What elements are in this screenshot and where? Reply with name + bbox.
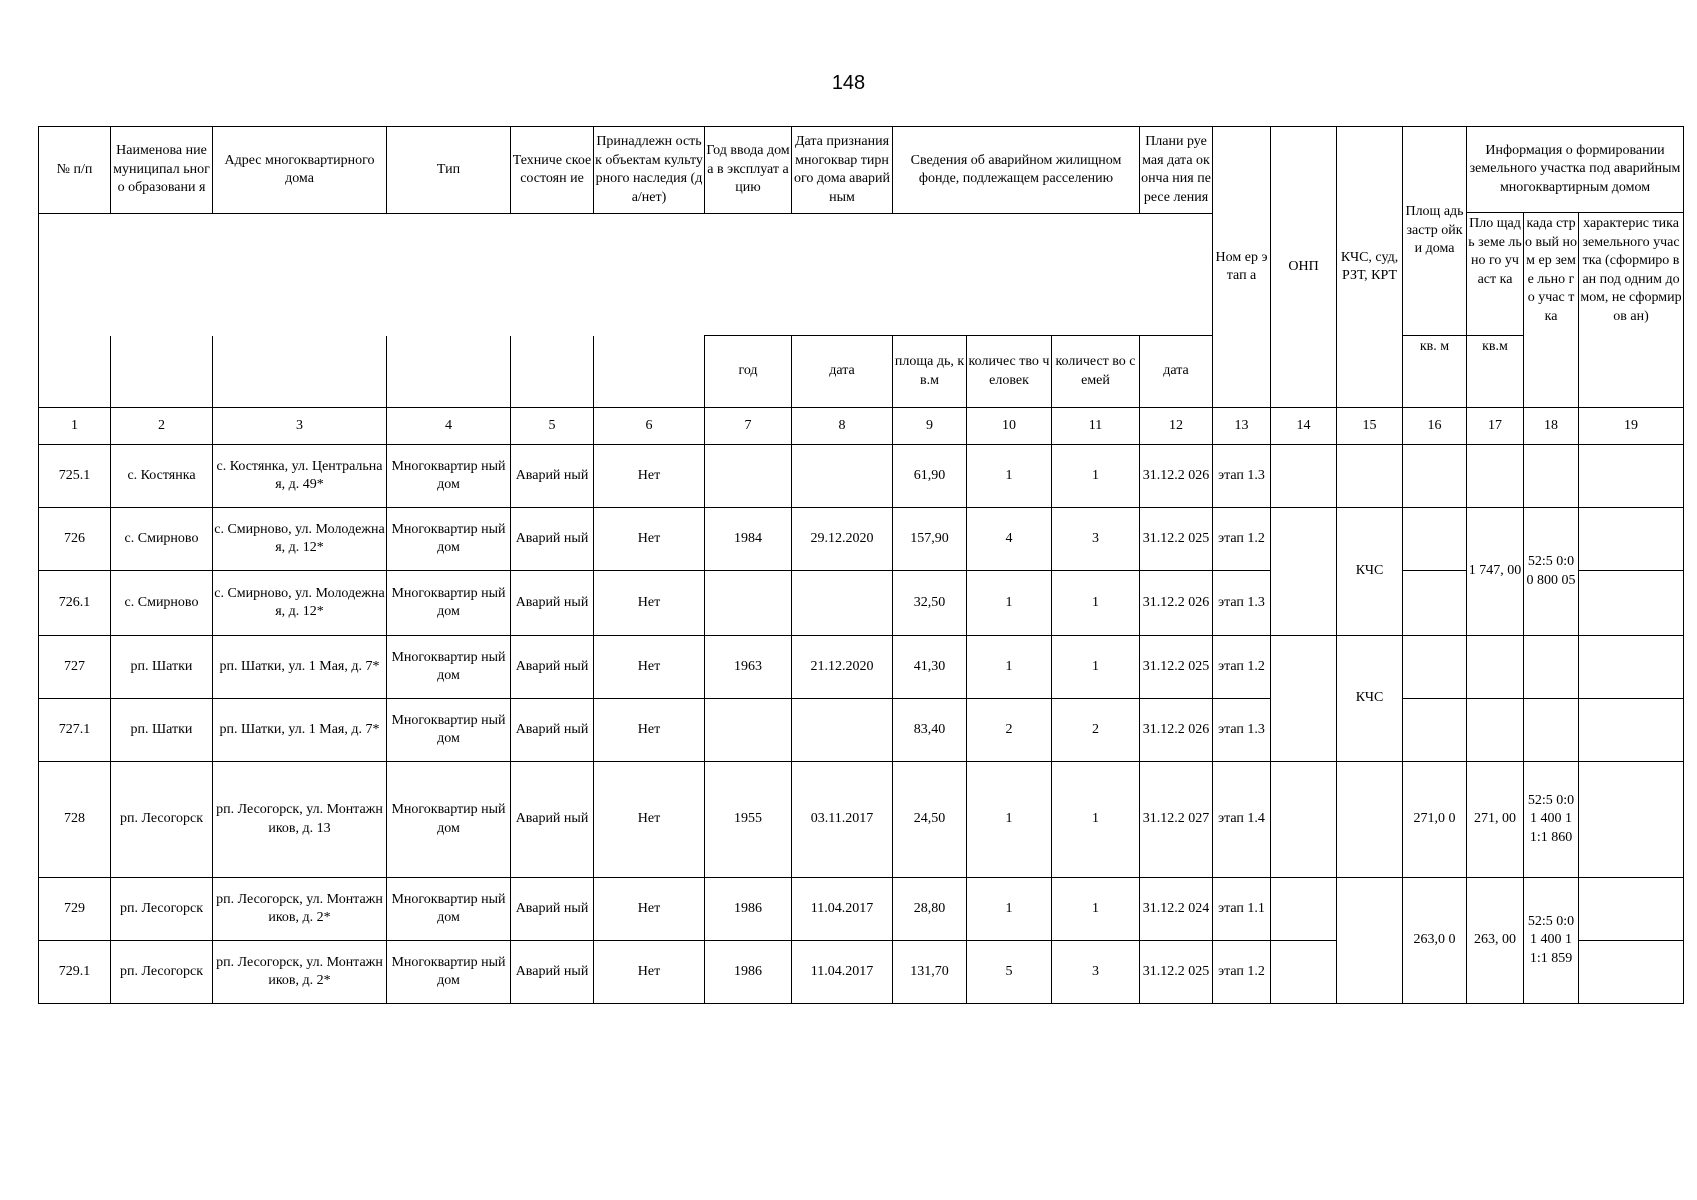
cell-recognition: 11.04.2017 <box>792 878 893 941</box>
cell-type: Многоквартир ный дом <box>387 941 511 1004</box>
cell-type: Многоквартир ный дом <box>387 508 511 571</box>
cell-people: 5 <box>967 941 1052 1004</box>
cell-planned: 31.12.2 026 <box>1140 445 1213 508</box>
cell-stage: этап 1.3 <box>1213 699 1271 762</box>
column-number: 6 <box>594 408 705 445</box>
header-sub-plan-date: дата <box>1140 336 1213 408</box>
header-heritage-cont <box>594 336 705 408</box>
cell-onp <box>1271 878 1337 941</box>
page-number: 148 <box>831 72 866 94</box>
cell-num: 729.1 <box>39 941 111 1004</box>
header-stage: Ном ер этап а <box>1213 127 1271 408</box>
cell-land-area <box>1467 636 1524 699</box>
cell-characteristic <box>1579 762 1684 878</box>
cell-stage: этап 1.2 <box>1213 636 1271 699</box>
header-condition: Техниче ское состоян ие <box>511 127 594 214</box>
emergency-housing-table <box>38 126 1684 1004</box>
header-land-area: Пло щадь земе льно го участ ка <box>1467 213 1524 336</box>
cell-address: с. Костянка, ул. Центральная, д. 49* <box>213 445 387 508</box>
cell-area: 83,40 <box>893 699 967 762</box>
cell-address: рп. Шатки, ул. 1 Мая, д. 7* <box>213 636 387 699</box>
header-emergency-info: Сведения об аварийном жилищном фонде, подлежащем расселению <box>893 127 1140 214</box>
cell-num: 727 <box>39 636 111 699</box>
cell-heritage: Нет <box>594 941 705 1004</box>
header-unit-land: кв.м <box>1467 336 1524 408</box>
cell-families: 3 <box>1052 941 1140 1004</box>
cell-people: 1 <box>967 445 1052 508</box>
table-row <box>39 571 1684 636</box>
cell-kchs <box>1337 762 1403 878</box>
header-type: Тип <box>387 127 511 214</box>
column-number: 11 <box>1052 408 1140 445</box>
column-number: 4 <box>387 408 511 445</box>
cell-area: 157,90 <box>893 508 967 571</box>
cell-recognition: 29.12.2020 <box>792 508 893 571</box>
header-onp: ОНП <box>1271 127 1337 408</box>
table-row <box>39 445 1684 508</box>
cell-year <box>705 699 792 762</box>
cell-area: 24,50 <box>893 762 967 878</box>
column-number: 9 <box>893 408 967 445</box>
cell-people: 1 <box>967 762 1052 878</box>
header-unit-built: кв. м <box>1403 336 1467 408</box>
cell-stage: этап 1.4 <box>1213 762 1271 878</box>
cell-cadastral: 52:5 0:01 400 11:1 860 <box>1524 762 1579 878</box>
cell-onp <box>1271 941 1337 1004</box>
cell-land-area: 271, 00 <box>1467 762 1524 878</box>
header-planned-date: Плани руемая дата оконча ния пересе ления <box>1140 127 1213 214</box>
cell-people: 1 <box>967 636 1052 699</box>
cell-type: Многоквартир ный дом <box>387 878 511 941</box>
header-recognition: Дата признания многоквар тирного дома аварийным <box>792 127 893 214</box>
cell-characteristic <box>1579 508 1684 571</box>
column-number: 10 <box>967 408 1052 445</box>
header-kchs: КЧС, суд, РЗТ, КРТ <box>1337 127 1403 408</box>
column-number: 12 <box>1140 408 1213 445</box>
header-characteristic: характерис тика земельного участка (сформиро ван под одним домом, не сформиров ан) <box>1579 213 1684 408</box>
cell-recognition <box>792 571 893 636</box>
cell-planned: 31.12.2 025 <box>1140 941 1213 1004</box>
cell-land-area: 1 747, 00 <box>1467 508 1524 636</box>
cell-address: с. Смирново, ул. Молодежная, д. 12* <box>213 571 387 636</box>
cell-onp <box>1271 445 1337 508</box>
cell-planned: 31.12.2 026 <box>1140 571 1213 636</box>
cell-heritage: Нет <box>594 762 705 878</box>
cell-recognition: 21.12.2020 <box>792 636 893 699</box>
cell-kchs: КЧС <box>1337 636 1403 762</box>
cell-num: 726.1 <box>39 571 111 636</box>
header-sub-area: площа дь, кв.м <box>893 336 967 408</box>
cell-cadastral <box>1524 699 1579 762</box>
cell-num: 727.1 <box>39 699 111 762</box>
cell-condition: Аварий ный <box>511 762 594 878</box>
cell-cadastral <box>1524 445 1579 508</box>
cell-condition: Аварий ный <box>511 571 594 636</box>
cell-municipality: рп. Лесогорск <box>111 762 213 878</box>
cell-num: 726 <box>39 508 111 571</box>
cell-municipality: рп. Шатки <box>111 699 213 762</box>
header-num-cont <box>39 336 111 408</box>
cell-num: 725.1 <box>39 445 111 508</box>
cell-condition: Аварий ный <box>511 636 594 699</box>
column-number: 18 <box>1524 408 1579 445</box>
cell-heritage: Нет <box>594 571 705 636</box>
cell-heritage: Нет <box>594 878 705 941</box>
cell-num: 729 <box>39 878 111 941</box>
cell-planned: 31.12.2 025 <box>1140 508 1213 571</box>
column-number: 3 <box>213 408 387 445</box>
table-row <box>39 878 1684 941</box>
header-sub-families: количест во семей <box>1052 336 1140 408</box>
header-num: № п/п <box>39 127 111 214</box>
header-municipality: Наименова ние муниципал ьного образовани я <box>111 127 213 214</box>
header-address: Адрес многоквартирного дома <box>213 127 387 214</box>
cell-address: рп. Лесогорск, ул. Монтажников, д. 13 <box>213 762 387 878</box>
cell-recognition <box>792 445 893 508</box>
cell-people: 4 <box>967 508 1052 571</box>
cell-characteristic <box>1579 699 1684 762</box>
cell-year: 1955 <box>705 762 792 878</box>
cell-type: Многоквартир ный дом <box>387 445 511 508</box>
cell-type: Многоквартир ный дом <box>387 571 511 636</box>
cell-characteristic <box>1579 878 1684 941</box>
cell-built-area <box>1403 699 1467 762</box>
column-number: 1 <box>39 408 111 445</box>
cell-type: Многоквартир ный дом <box>387 699 511 762</box>
header-heritage: Принадлежн ость к объектам культурного наследия (да/нет) <box>594 127 705 214</box>
cell-kchs <box>1337 445 1403 508</box>
cell-year <box>705 445 792 508</box>
cell-built-area <box>1403 508 1467 571</box>
cell-built-area <box>1403 445 1467 508</box>
cell-recognition: 03.11.2017 <box>792 762 893 878</box>
cell-stage: этап 1.3 <box>1213 445 1271 508</box>
header-built-area: Площ адь застр ойки дома <box>1403 127 1467 336</box>
cell-recognition <box>792 699 893 762</box>
cell-land-area <box>1467 699 1524 762</box>
cell-condition: Аварий ный <box>511 878 594 941</box>
column-number: 16 <box>1403 408 1467 445</box>
column-number: 8 <box>792 408 893 445</box>
header-condition-cont <box>511 336 594 408</box>
column-number: 7 <box>705 408 792 445</box>
header-land-info: Информация о формировании земельного участка под аварийным многоквартирным домом <box>1467 127 1684 213</box>
cell-stage: этап 1.1 <box>1213 878 1271 941</box>
header-cadastral: када стро вый ном ер земе льно го учас тка <box>1524 213 1579 408</box>
header-sub-people: количес тво человек <box>967 336 1052 408</box>
cell-families: 1 <box>1052 571 1140 636</box>
column-numbers-row <box>39 408 1684 445</box>
cell-heritage: Нет <box>594 699 705 762</box>
column-number: 15 <box>1337 408 1403 445</box>
column-number: 19 <box>1579 408 1684 445</box>
cell-characteristic <box>1579 445 1684 508</box>
cell-municipality: рп. Шатки <box>111 636 213 699</box>
cell-heritage: Нет <box>594 636 705 699</box>
cell-area: 41,30 <box>893 636 967 699</box>
cell-cadastral: 52:5 0:00 800 05 <box>1524 508 1579 636</box>
cell-stage: этап 1.2 <box>1213 508 1271 571</box>
column-number: 14 <box>1271 408 1337 445</box>
cell-municipality: с. Костянка <box>111 445 213 508</box>
cell-people: 2 <box>967 699 1052 762</box>
cell-characteristic <box>1579 636 1684 699</box>
cell-year: 1986 <box>705 878 792 941</box>
cell-built-area: 271,0 0 <box>1403 762 1467 878</box>
cell-people: 1 <box>967 571 1052 636</box>
cell-municipality: с. Смирново <box>111 571 213 636</box>
cell-families: 2 <box>1052 699 1140 762</box>
cell-families: 1 <box>1052 636 1140 699</box>
header-address-cont <box>213 336 387 408</box>
cell-onp <box>1271 762 1337 878</box>
cell-kchs: КЧС <box>1337 508 1403 636</box>
table-row <box>39 699 1684 762</box>
cell-year: 1963 <box>705 636 792 699</box>
cell-year <box>705 571 792 636</box>
cell-type: Многоквартир ный дом <box>387 636 511 699</box>
cell-area: 32,50 <box>893 571 967 636</box>
cell-area: 131,70 <box>893 941 967 1004</box>
cell-municipality: рп. Лесогорск <box>111 878 213 941</box>
cell-condition: Аварий ный <box>511 699 594 762</box>
cell-families: 1 <box>1052 878 1140 941</box>
cell-address: рп. Лесогорск, ул. Монтажников, д. 2* <box>213 941 387 1004</box>
cell-year: 1984 <box>705 508 792 571</box>
cell-planned: 31.12.2 027 <box>1140 762 1213 878</box>
header-year: Год ввода дома в эксплуат ацию <box>705 127 792 214</box>
table-row <box>39 508 1684 571</box>
cell-condition: Аварий ный <box>511 508 594 571</box>
cell-built-area <box>1403 571 1467 636</box>
cell-onp <box>1271 636 1337 762</box>
cell-area: 28,80 <box>893 878 967 941</box>
cell-planned: 31.12.2 024 <box>1140 878 1213 941</box>
cell-condition: Аварий ный <box>511 941 594 1004</box>
cell-condition: Аварий ный <box>511 445 594 508</box>
cell-families: 3 <box>1052 508 1140 571</box>
cell-municipality: с. Смирново <box>111 508 213 571</box>
cell-planned: 31.12.2 025 <box>1140 636 1213 699</box>
column-number: 13 <box>1213 408 1271 445</box>
cell-type: Многоквартир ный дом <box>387 762 511 878</box>
cell-cadastral: 52:5 0:01 400 11:1 859 <box>1524 878 1579 1004</box>
cell-onp <box>1271 508 1337 636</box>
column-number: 5 <box>511 408 594 445</box>
cell-address: рп. Шатки, ул. 1 Мая, д. 7* <box>213 699 387 762</box>
cell-recognition: 11.04.2017 <box>792 941 893 1004</box>
cell-built-area <box>1403 636 1467 699</box>
cell-cadastral <box>1524 636 1579 699</box>
table-row <box>39 762 1684 878</box>
column-number: 17 <box>1467 408 1524 445</box>
header-sub-date: дата <box>792 336 893 408</box>
cell-land-area: 263, 00 <box>1467 878 1524 1004</box>
cell-heritage: Нет <box>594 508 705 571</box>
cell-planned: 31.12.2 026 <box>1140 699 1213 762</box>
cell-address: рп. Лесогорск, ул. Монтажников, д. 2* <box>213 878 387 941</box>
cell-area: 61,90 <box>893 445 967 508</box>
cell-heritage: Нет <box>594 445 705 508</box>
cell-families: 1 <box>1052 762 1140 878</box>
cell-land-area <box>1467 445 1524 508</box>
cell-address: с. Смирново, ул. Молодежная, д. 12* <box>213 508 387 571</box>
cell-year: 1986 <box>705 941 792 1004</box>
cell-num: 728 <box>39 762 111 878</box>
header-municipality-cont <box>111 336 213 408</box>
header-sub-year: год <box>705 336 792 408</box>
cell-characteristic <box>1579 941 1684 1004</box>
column-number: 2 <box>111 408 213 445</box>
cell-stage: этап 1.3 <box>1213 571 1271 636</box>
table-row <box>39 636 1684 699</box>
cell-municipality: рп. Лесогорск <box>111 941 213 1004</box>
cell-kchs <box>1337 878 1403 1004</box>
cell-people: 1 <box>967 878 1052 941</box>
cell-characteristic <box>1579 571 1684 636</box>
cell-stage: этап 1.2 <box>1213 941 1271 1004</box>
cell-families: 1 <box>1052 445 1140 508</box>
cell-built-area: 263,0 0 <box>1403 878 1467 1004</box>
header-type-cont <box>387 336 511 408</box>
